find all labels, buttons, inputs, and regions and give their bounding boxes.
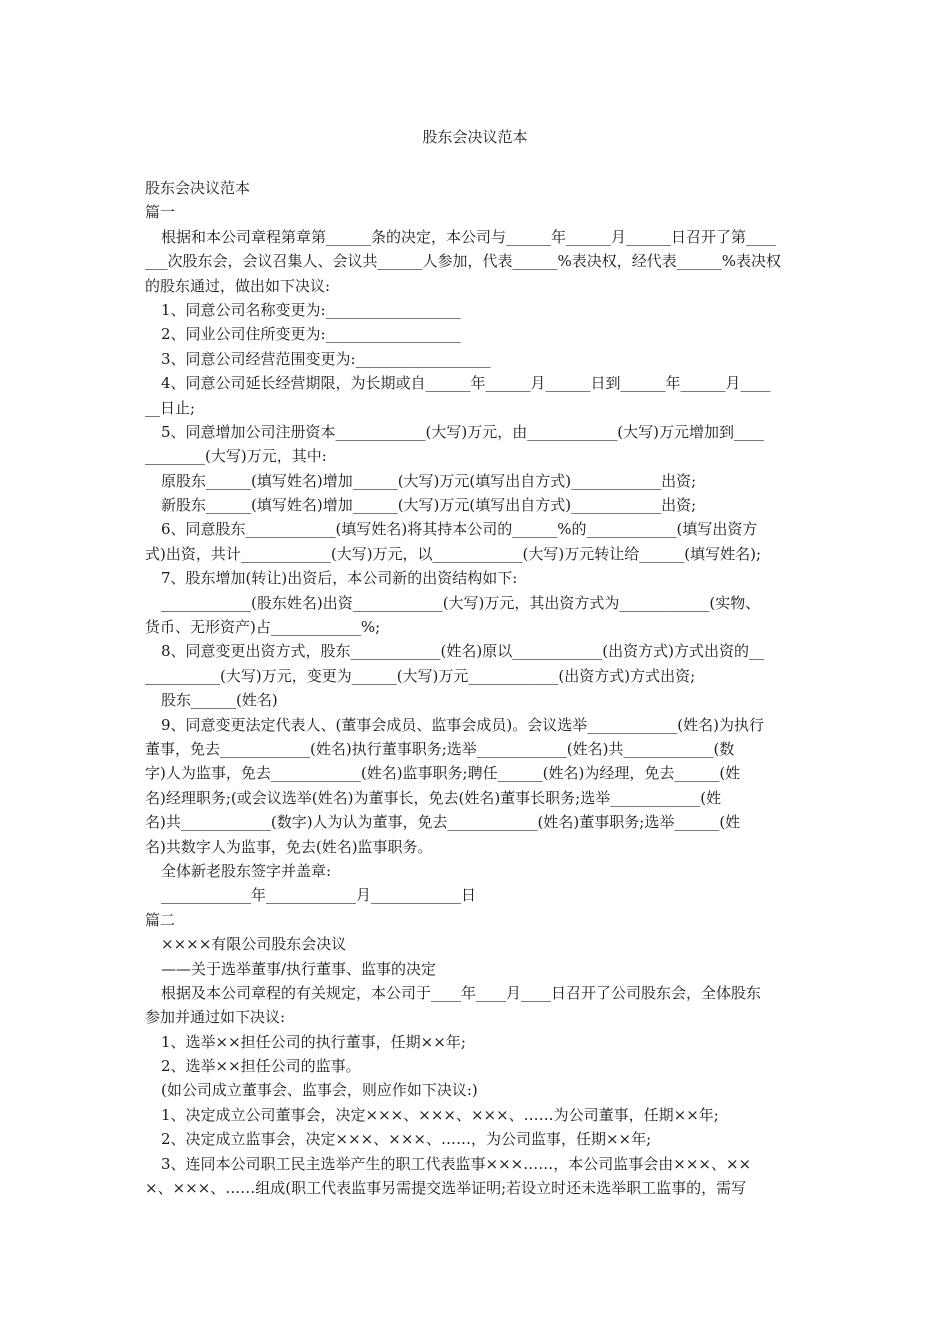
text-line: __________(大写)万元，变更为______(大写)万元____________(出资方式)方式出资; <box>145 666 696 685</box>
text-line: ××××有限公司股东会决议 <box>161 935 347 954</box>
text-line: 3、同意公司经营范围变更为:__________________ <box>161 349 491 368</box>
text-line: 根据及本公司章程的有关规定，本公司于____年____月____日召开了公司股东会，全体股东 <box>161 983 762 1002</box>
document-title: 股东会决议范本 <box>422 128 528 146</box>
text-line: 8、同意变更出资方式，股东____________(姓名)原以____________(出资方式)方式出资的__ <box>161 642 764 661</box>
text-line: 1、同意公司名称变更为:__________________ <box>161 300 461 319</box>
text-line: 9、同意变更法定代表人、(董事会成员、监事会成员)。会议选举____________(姓名)为执行 <box>161 715 764 734</box>
text-line: 新股东______(填写姓名)增加______(大写)万元(填写出自方式)____________出资; <box>161 496 697 515</box>
text-line: __日止; <box>145 398 196 417</box>
text-line: ___次股东会，会议召集人、会议共______人参加，代表______%表决权，经代表______%表决权 <box>145 252 782 271</box>
text-line: 字)人为监事，免去____________(姓名)监事职务;聘任______(姓名)为经理，免去______(姓 <box>145 764 741 783</box>
text-line: 3、连同本公司职工民主选举产生的职工代表监事×××……，本公司监事会由×××、×× <box>161 1154 752 1173</box>
text-line: 全体新老股东签字并盖章: <box>161 861 332 880</box>
text-line: 2、同业公司住所变更为:__________________ <box>161 325 461 344</box>
text-line: 2、选举××担任公司的监事。 <box>161 1057 361 1076</box>
text-line: 1、决定成立公司董事会，决定×××、×××、×××、……为公司董事，任期××年; <box>161 1105 719 1124</box>
text-line: 4、同意公司延长经营期限，为长期或自______年______月______日到______年______月____ <box>161 374 771 393</box>
text-line: ×、×××、……组成(职工代表监事另需提交选举证明;若设立时还未选举职工监事的，需写 <box>145 1179 747 1198</box>
text-line: (如公司成立董事会、监事会，则应作如下决议:) <box>161 1081 478 1100</box>
text-line: ____________(股东姓名)出资____________(大写)万元，其出资方式为____________(实物、 <box>161 593 761 612</box>
text-line: 股东会决议范本 <box>145 179 251 197</box>
text-line: 篇一 <box>145 203 176 222</box>
text-line: 名)经理职务;(或会议选举(姓名)为董事长，免去(姓名)董事长职务;选举____________(姓 <box>145 788 722 807</box>
text-line: 2、决定成立监事会，决定×××、×××、……，为公司监事，任期××年; <box>161 1130 652 1149</box>
text-line: ——关于选举董事/执行董事、监事的决定 <box>161 959 437 978</box>
text-line: 董事，免去____________(姓名)执行董事职务;选举____________(姓名)共____________(数 <box>145 739 735 758</box>
text-line: 6、同意股东____________(填写姓名)将其持本公司的______%的____________(填写出资方 <box>161 520 758 539</box>
text-line: 参加并通过如下决议: <box>145 1008 286 1027</box>
text-line: 5、同意增加公司注册资本____________(大写)万元，由____________(大写)万元增加到____ <box>161 422 764 441</box>
text-line: 式)出资，共计____________(大写)万元，以____________(大写)万元转让给______(填写姓名); <box>145 544 762 563</box>
text-line: 的股东通过，做出如下决议: <box>145 276 331 295</box>
text-line: 货币、无形资产)占____________%; <box>145 618 381 637</box>
text-line: 1、选举××担任公司的执行董事，任期××年; <box>161 1032 466 1051</box>
text-line: 篇二 <box>145 910 176 929</box>
text-line: 原股东______(填写姓名)增加______(大写)万元(填写出自方式)____________出资; <box>161 471 697 490</box>
text-line: 7、股东增加(转让)出资后，本公司新的出资结构如下: <box>161 569 518 588</box>
text-line: 根据和本公司章程第章第______条的决定，本公司与______年______月______日召开了第____ <box>161 227 777 246</box>
document-body <box>145 176 810 1200</box>
text-line: ____________年____________月____________日 <box>161 886 477 905</box>
text-line: 名)共____________(数字)人为认为董事，免去____________(姓名)董事职务;选举______(姓 <box>145 813 741 832</box>
text-line: ________(大写)万元，其中: <box>145 447 327 466</box>
text-line: 名)共数字人为监事，免去(姓名)监事职务。 <box>145 837 433 856</box>
text-line: 股东______(姓名) <box>161 691 278 710</box>
